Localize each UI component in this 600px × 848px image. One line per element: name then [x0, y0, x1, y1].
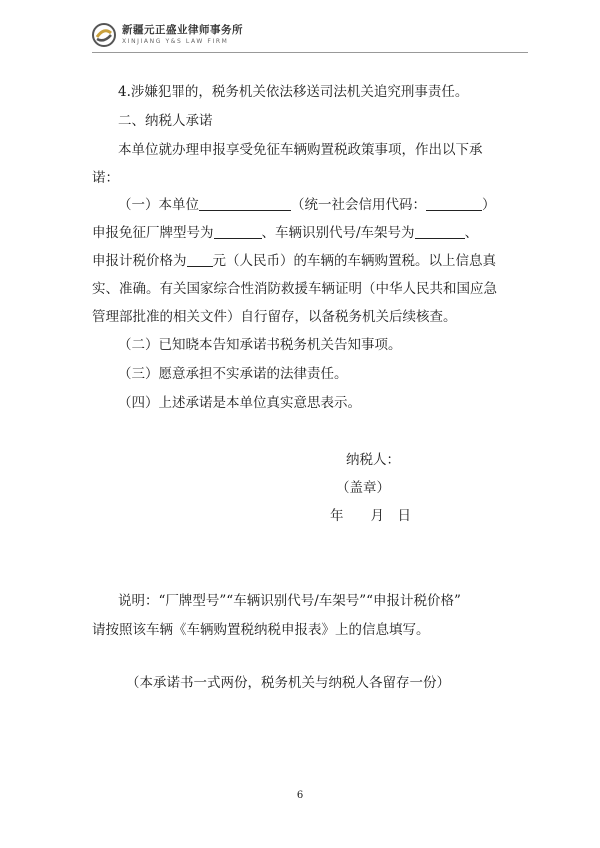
commitment-2: （二）已知晓本告知承诺书税务机关告知事项。: [118, 337, 402, 353]
firm-name-en: XINJIANG Y&S LAW FIRM: [122, 37, 229, 45]
firm-name: [122, 25, 243, 45]
credit-code-blank: [426, 198, 482, 211]
model-label: 申报免征厂牌型号为: [92, 225, 214, 241]
header-divider: [92, 52, 528, 53]
close-paren: ）: [482, 197, 496, 213]
vin-blank: [415, 226, 465, 239]
commitment-3: （三）愿意承担不实承诺的法律责任。: [118, 366, 348, 382]
note-line-1: 说明：“厂牌型号”“车辆识别代号/车架号”“申报计税价格”: [118, 593, 461, 609]
commitment-1-line-3: [92, 254, 496, 269]
note-line-2: 请按照该车辆《车辆购置税纳税申报表》上的信息填写。: [92, 622, 430, 638]
separator: 、: [464, 225, 479, 241]
price-blank: [187, 254, 213, 267]
commitment-1-label: （一）本单位: [118, 197, 199, 213]
commitment-1-line-2: [92, 226, 478, 241]
commitment-4: （四）上述承诺是本单位真实意思表示。: [118, 395, 361, 411]
vin-label: 、车辆识别代号/车架号为: [261, 225, 415, 241]
commitment-1-line-4: 实、准确。有关国家综合性消防救援车辆证明（中华人民共和国应急: [92, 281, 497, 297]
section-2-title: 二、纳税人承诺: [118, 113, 213, 129]
page-header: [92, 20, 243, 50]
model-blank: [214, 226, 262, 239]
intro-line-2: 诺：: [92, 170, 119, 186]
unit-name-blank: [199, 198, 291, 211]
credit-code-label: （统一社会信用代码：: [291, 197, 426, 213]
firm-logo-icon: [92, 23, 116, 47]
firm-name-cn: 新疆元正盛业律师事务所: [122, 24, 243, 37]
date-label: 年 月 日: [330, 508, 411, 524]
taxpayer-signature-label: 纳税人：: [346, 452, 400, 468]
intro-line-1: 本单位就办理申报享受免征车辆购置税政策事项，作出以下承: [118, 142, 483, 158]
page-number: 6: [296, 790, 304, 801]
commitment-1-line-5: 管理部批准的相关文件）自行留存，以备税务机关后续核查。: [92, 309, 457, 325]
seal-label: （盖章）: [336, 480, 390, 496]
price-label: 申报计税价格为: [92, 253, 187, 269]
price-suffix: 元（人民币）的车辆的车辆购置税。以上信息真: [212, 253, 496, 269]
copies-note: （本承诺书一式两份，税务机关与纳税人各留存一份）: [126, 675, 450, 691]
item-4: 4.涉嫌犯罪的，税务机关依法移送司法机关追究刑事责任。: [118, 84, 469, 100]
commitment-1-line-1: [118, 198, 496, 213]
